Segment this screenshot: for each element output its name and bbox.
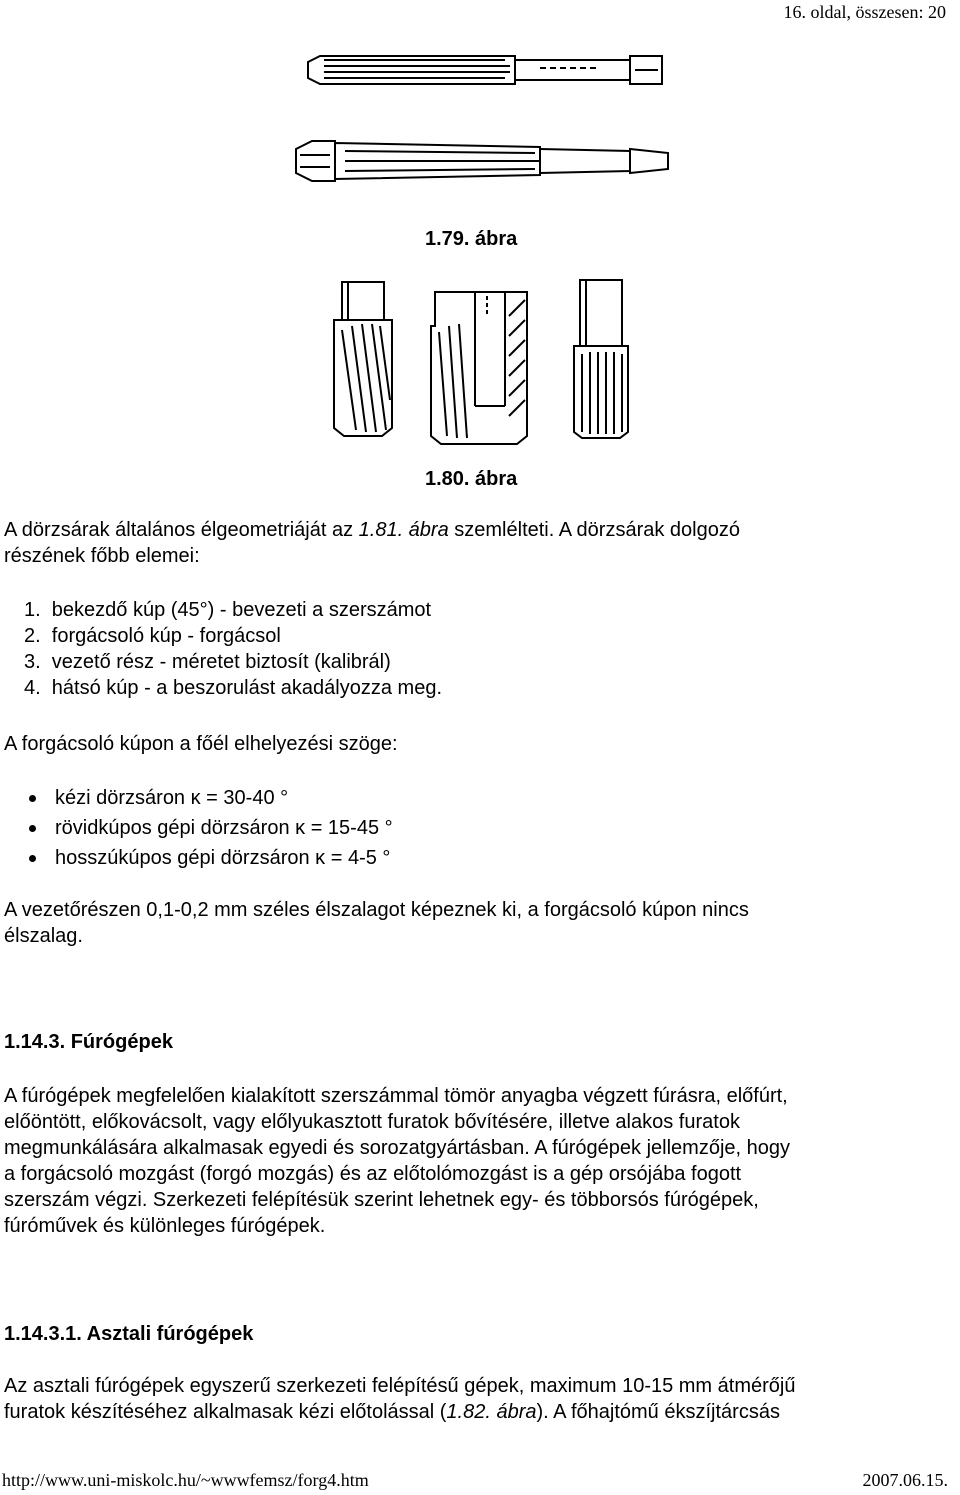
bullet-item-3 xyxy=(55,845,390,871)
section-1-14-3-line-6: fúróművek és különleges fúrógépek. xyxy=(4,1215,326,1237)
section-1-14-3-1-line-2 xyxy=(4,1399,780,1425)
line-2-text-pre: furatok készítéséhez alkalmasak kézi előtolással ( xyxy=(4,1401,447,1423)
numbered-item-1: 1. bekezdő kúp (45°) - bevezeti a szerszámot xyxy=(24,599,432,621)
footer-url: http://www.uni-miskolc.hu/~wwwfemsz/forg4.htm xyxy=(2,1470,369,1490)
numbered-item-3: 3. vezető rész - méretet biztosít (kalibrál) xyxy=(24,651,391,673)
figure-182-reference: 1.82. ábra xyxy=(446,1401,537,1423)
reamer-head-right xyxy=(566,276,636,442)
bullet-text: kézi dörzsáron κ = 30-40 ° xyxy=(55,787,289,809)
page-counter: 16. oldal, összesen: 20 xyxy=(783,2,946,22)
intro-text-pre: A dörzsárak általános élgeometriáját az xyxy=(4,519,359,541)
intro-text-post: szemlélteti. A dörzsárak dolgozó xyxy=(448,519,740,541)
numbered-item-4: 4. hátsó kúp - a beszorulást akadályozza meg. xyxy=(24,677,443,699)
bullet-icon xyxy=(29,855,36,862)
section-1-14-3-line-4: a forgácsoló mozgást (forgó mozgás) és az előtolómozgást is a gép orsójába fogott xyxy=(4,1163,742,1185)
section-1-14-3-line-2: előöntött, előkovácsolt, vagy előlyukasztott furatok bővítésére, illetve alakos furatok xyxy=(4,1111,740,1133)
intro-line-2: részének főbb elemei: xyxy=(4,545,200,567)
section-1-14-3-line-3: megmunkálására alkalmasak egyedi és sorozatgyártásban. A fúrógépek jellemzője, hogy xyxy=(4,1137,790,1159)
footer-date: 2007.06.15. xyxy=(862,1470,948,1490)
bullet-text: hosszúkúpos gépi dörzsáron κ = 4-5 ° xyxy=(55,847,391,869)
band-text-line-1: A vezetőrészen 0,1-0,2 mm széles élszalagot képeznek ki, a forgácsoló kúpon nincs xyxy=(4,899,749,921)
section-heading-1-14-3: 1.14.3. Fúrógépek xyxy=(4,1031,173,1053)
section-1-14-3-line-5: szerszám végzi. Szerkezeti felépítésük szerint lehetnek egy- és többorsós fúrógépek, xyxy=(4,1189,759,1211)
bullet-icon xyxy=(29,795,36,802)
bullet-item-2 xyxy=(55,815,393,841)
bullet-item-1 xyxy=(55,785,288,811)
bullet-icon xyxy=(29,825,36,832)
bullet-text: rövidkúpos gépi dörzsáron κ = 15-45 ° xyxy=(55,817,393,839)
intro-line-1 xyxy=(4,517,740,543)
section-1-14-3-1-line-1: Az asztali fúrógépek egyszerű szerkezeti felépítésű gépek, maximum 10-15 mm átmérőjű xyxy=(4,1375,796,1397)
angle-intro: A forgácsoló kúpon a főél elhelyezési szöge: xyxy=(4,733,398,755)
line-2-text-post: ). A főhajtómű ékszíjtárcsás xyxy=(536,1401,780,1423)
section-heading-1-14-3-1: 1.14.3.1. Asztali fúrógépek xyxy=(4,1323,254,1345)
figure-179-caption: 1.79. ábra xyxy=(425,228,518,250)
figure-180-caption: 1.80. ábra xyxy=(425,468,518,490)
numbered-item-2: 2. forgácsoló kúp - forgácsol xyxy=(24,625,281,647)
reamer-drawing-top xyxy=(300,48,670,94)
section-1-14-3-line-1: A fúrógépek megfelelően kialakított szerszámmal tömör anyagba végzett fúrásra, előfúrt, xyxy=(4,1085,788,1107)
reamer-head-middle xyxy=(427,286,537,446)
reamer-head-left xyxy=(328,280,398,440)
band-text-line-2: élszalag. xyxy=(4,925,83,947)
reamer-drawing-bottom xyxy=(290,133,675,189)
figure-181-reference: 1.81. ábra xyxy=(358,519,449,541)
